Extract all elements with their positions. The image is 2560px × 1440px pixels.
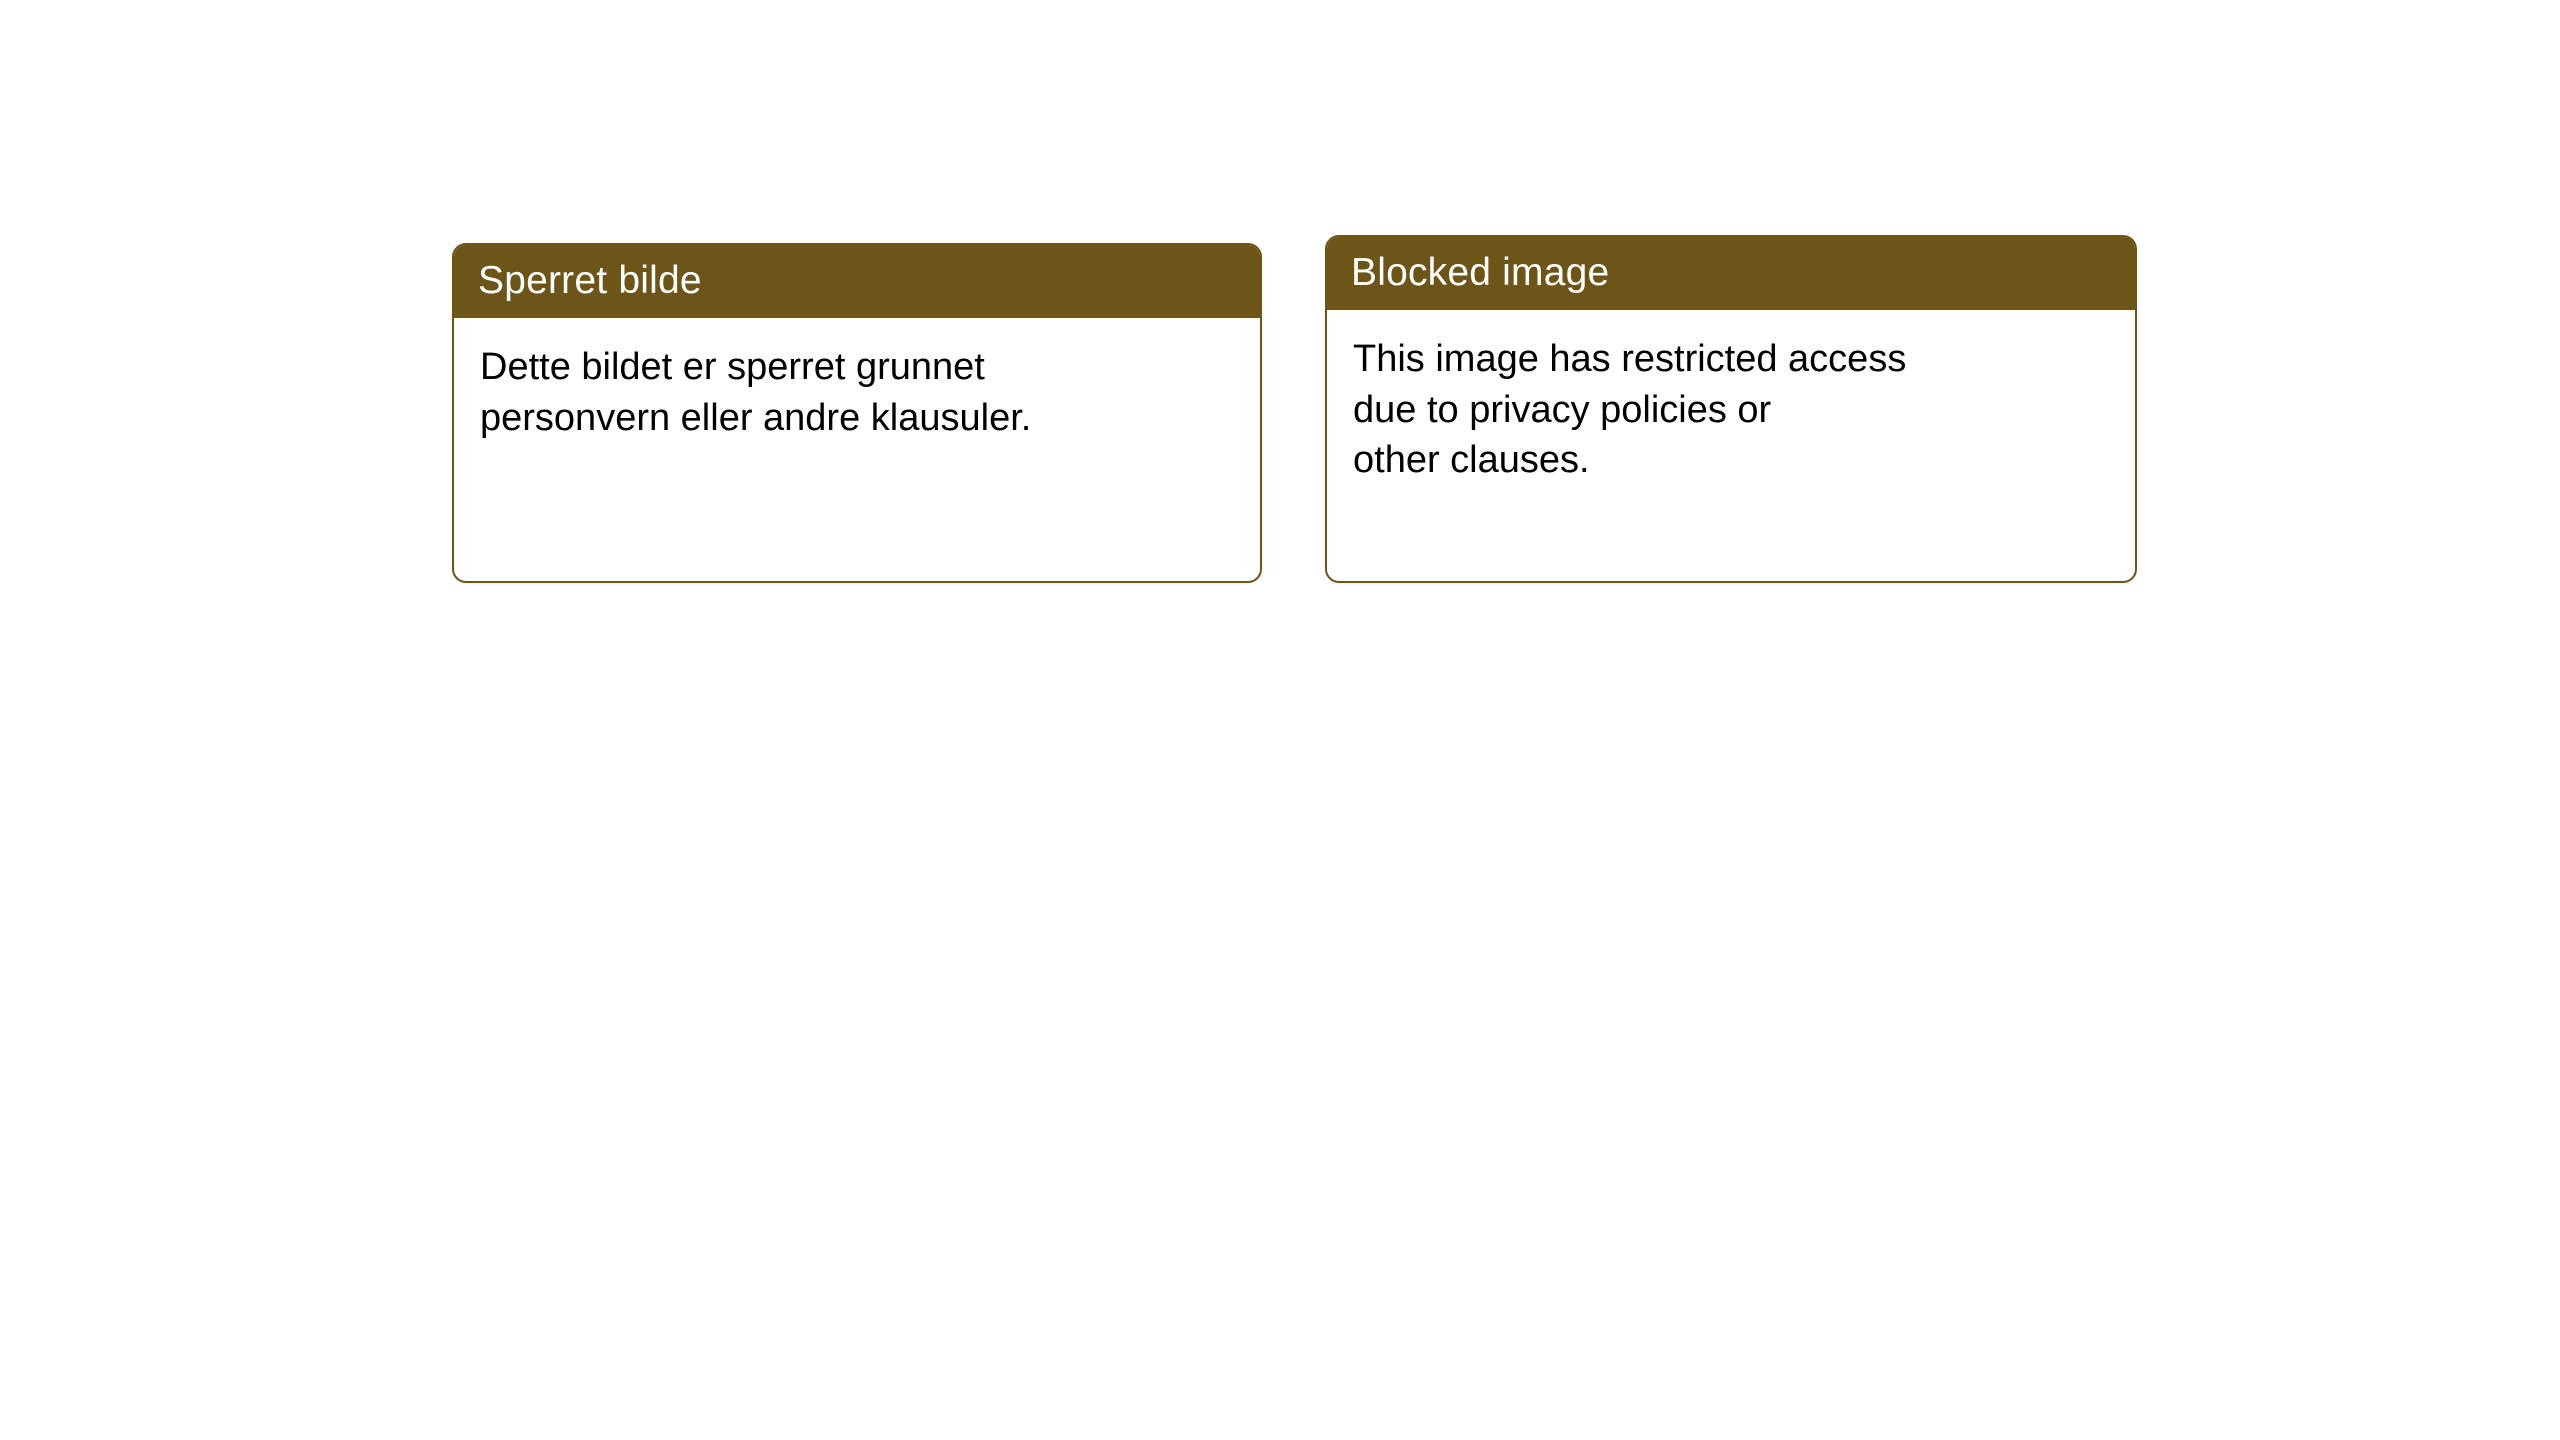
- card-body-line: other clauses.: [1353, 439, 1590, 482]
- card-body-no: [454, 318, 1260, 463]
- card-body-line: personvern eller andre klausuler.: [480, 396, 1032, 439]
- card-body-line: Dette bildet er sperret grunnet: [480, 346, 985, 388]
- blocked-image-notice-card-en: [1325, 235, 2137, 583]
- blocked-image-notice-card-no: [452, 243, 1262, 583]
- card-title-en: Blocked image: [1327, 237, 2135, 310]
- card-body-line: due to privacy policies or: [1353, 388, 1772, 431]
- card-body-line: This image has restricted access: [1353, 338, 1907, 380]
- card-title-no: Sperret bilde: [454, 245, 1260, 318]
- card-body-en: [1327, 310, 2135, 506]
